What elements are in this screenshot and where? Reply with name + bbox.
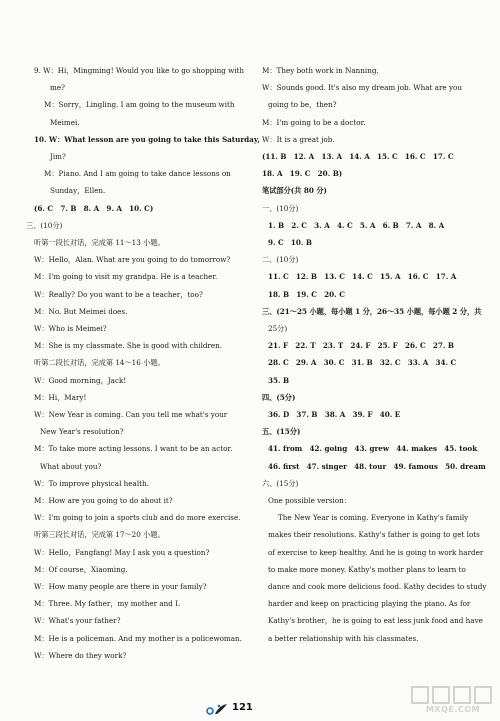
left-column-line: W：New Year is coming. Can you tell me what's your (34, 410, 228, 419)
left-column-line: W：To improve physical health. (34, 478, 149, 488)
left-column-line: M：I'm going to visit my grandpa. He is a teacher. (34, 272, 218, 282)
left-column-line: M：He is a policeman. And my mother is a policewoman. (34, 633, 242, 643)
right-column-line: 41. from 42. going 43. grew 44. makes 45. took (268, 444, 478, 454)
right-column-line: going to be，then? (268, 100, 337, 110)
left-column-line: W：What's your father? (34, 616, 121, 626)
left-column-line: M：How are you going to do about it? (34, 496, 173, 505)
right-column-line: 三、(21～25 小题，每小题 1 分，26～35 小题，每小题 2 分，共 (262, 306, 482, 316)
right-column-line: dance and cook more delicious food. Kathy decides to study (268, 582, 487, 591)
right-column-line: 46. first 47. singer 48. tour 49. famous 50. dream (268, 461, 486, 471)
right-column-line: 25分) (268, 324, 288, 333)
answer-site-logo-icon (410, 685, 496, 705)
right-column-line: One possible version： (268, 496, 351, 505)
left-column-line: 9. W：Hi，Mingming! Would you like to go shopping with (34, 66, 245, 75)
left-column-line: M：Piano. And I am going to take dance lessons on (44, 169, 231, 179)
right-column-line: a better relationship with his classmates. (268, 633, 419, 643)
right-column-line: M：I'm going to be a doctor. (262, 117, 366, 127)
left-column-line: W：Hello，Alan. What are you going to do tomorrow? (34, 255, 231, 265)
left-column-line: M：Of course，Xiaoming. (34, 564, 128, 574)
right-column-line: 五、(15分) (262, 427, 301, 437)
left-column-line: W：Good morning，Jack! (34, 375, 127, 385)
left-column-line: 听第二段长对话，完成第 14～16 小题。 (34, 358, 165, 368)
right-column-line: 四、(5分) (262, 392, 296, 402)
right-column-line: W：Sounds good. It's also my dream job. What are you (262, 83, 462, 93)
left-column-line: W：How many people are there in your family? (34, 582, 207, 591)
right-column-line: makes their resolutions. Kathy's father is going to get lots (268, 530, 480, 540)
right-column-line: W：It is a great job. (262, 134, 335, 144)
right-column-line: 一、(10分) (262, 203, 299, 213)
right-column-line: 36. D 37. B 38. A 39. F 40. E (268, 410, 401, 419)
left-column-line: W：Hello，Fangfang! May I ask you a question? (34, 547, 210, 557)
right-column-line: 21. F 22. T 23. T 24. F 25. F 26. C 27. B (268, 341, 454, 351)
left-column-line: New Year's resolution? (40, 427, 124, 437)
left-column-line: me? (50, 83, 65, 93)
right-column-line: (11. B 12. A 13. A 14. A 15. C 16. C 17. C (262, 152, 454, 161)
right-column-line: 1. B 2. C 3. A 4. C 5. A 6. B 7. A 8. A (268, 220, 445, 230)
left-column-line: M：Hi，Mary! (34, 392, 87, 402)
left-column-line: W：Who is Meimei? (34, 324, 107, 333)
left-column-line: W：Really? Do you want to be a teacher，too? (34, 289, 203, 299)
left-column-line: 听第一段长对话，完成第 11～13 小题。 (34, 238, 165, 247)
watermark-text: MXQE.COM (425, 705, 481, 714)
left-column-line: M：To take more acting lessons. I want to be an actor. (34, 444, 233, 454)
watermark (410, 685, 496, 719)
right-column-line: The New Year is coming. Everyone in Kathy's family (278, 513, 469, 523)
left-column-line: M：No. But Meimei does. (34, 306, 128, 316)
book-logo-icon (205, 702, 229, 716)
right-column-line: 35. B (268, 375, 290, 385)
right-column-line: 18. B 19. C 20. C (268, 289, 345, 299)
left-column-line: (6. C 7. B 8. A 9. A 10. C) (34, 203, 154, 213)
left-column-line: W：I'm going to join a sports club and do more exercise. (34, 513, 241, 523)
left-column-line: M：Sorry，Lingling. I am going to the museum with (44, 100, 235, 110)
left-column-line: Meimei. (50, 117, 80, 127)
right-column-line: 六、(15分) (262, 478, 299, 488)
page-number: 121 (232, 702, 253, 713)
left-column-line: 三、(10分) (26, 220, 63, 230)
right-column-line: 18. A 19. C 20. B) (262, 169, 343, 179)
right-column-line: 11. C 12. B 13. C 14. C 15. A 16. C 17. A (268, 272, 457, 282)
left-column-line: Sunday，Ellen. (50, 186, 106, 196)
right-column-line: 28. C 29. A 30. C 31. B 32. C 33. A 34. C (268, 358, 457, 368)
left-column-line: W：Where do they work? (34, 650, 127, 660)
right-column-line: 9. C 10. B (268, 238, 312, 247)
left-column-line: M：She is my classmate. She is good with children. (34, 341, 223, 351)
right-column-line: harder and keep on practicing playing the piano. As for (268, 599, 471, 609)
left-column-line: Jim? (50, 152, 66, 161)
left-column-line: M：Three. My father，my mother and I. (34, 599, 181, 609)
right-column-line: Kathy's brother，he is going to eat less junk food and have (268, 616, 483, 626)
left-column-line: What about you? (40, 461, 102, 471)
right-column-line: to make more money. Kathy's mother plans to learn to (268, 564, 466, 574)
right-column-line: of exercise to keep healthy. And he is going to work harder (268, 547, 484, 557)
left-column-line: 10. W：What lesson are you going to take this Saturday, (34, 134, 260, 144)
left-column-line: 听第三段长对话，完成第 17～20 小题。 (34, 530, 165, 540)
right-column-line: 二、(10分) (262, 255, 299, 265)
right-column-line: M：They both work in Nanning. (262, 66, 379, 75)
right-column-line: 笔试部分(共 80 分) (262, 186, 327, 196)
